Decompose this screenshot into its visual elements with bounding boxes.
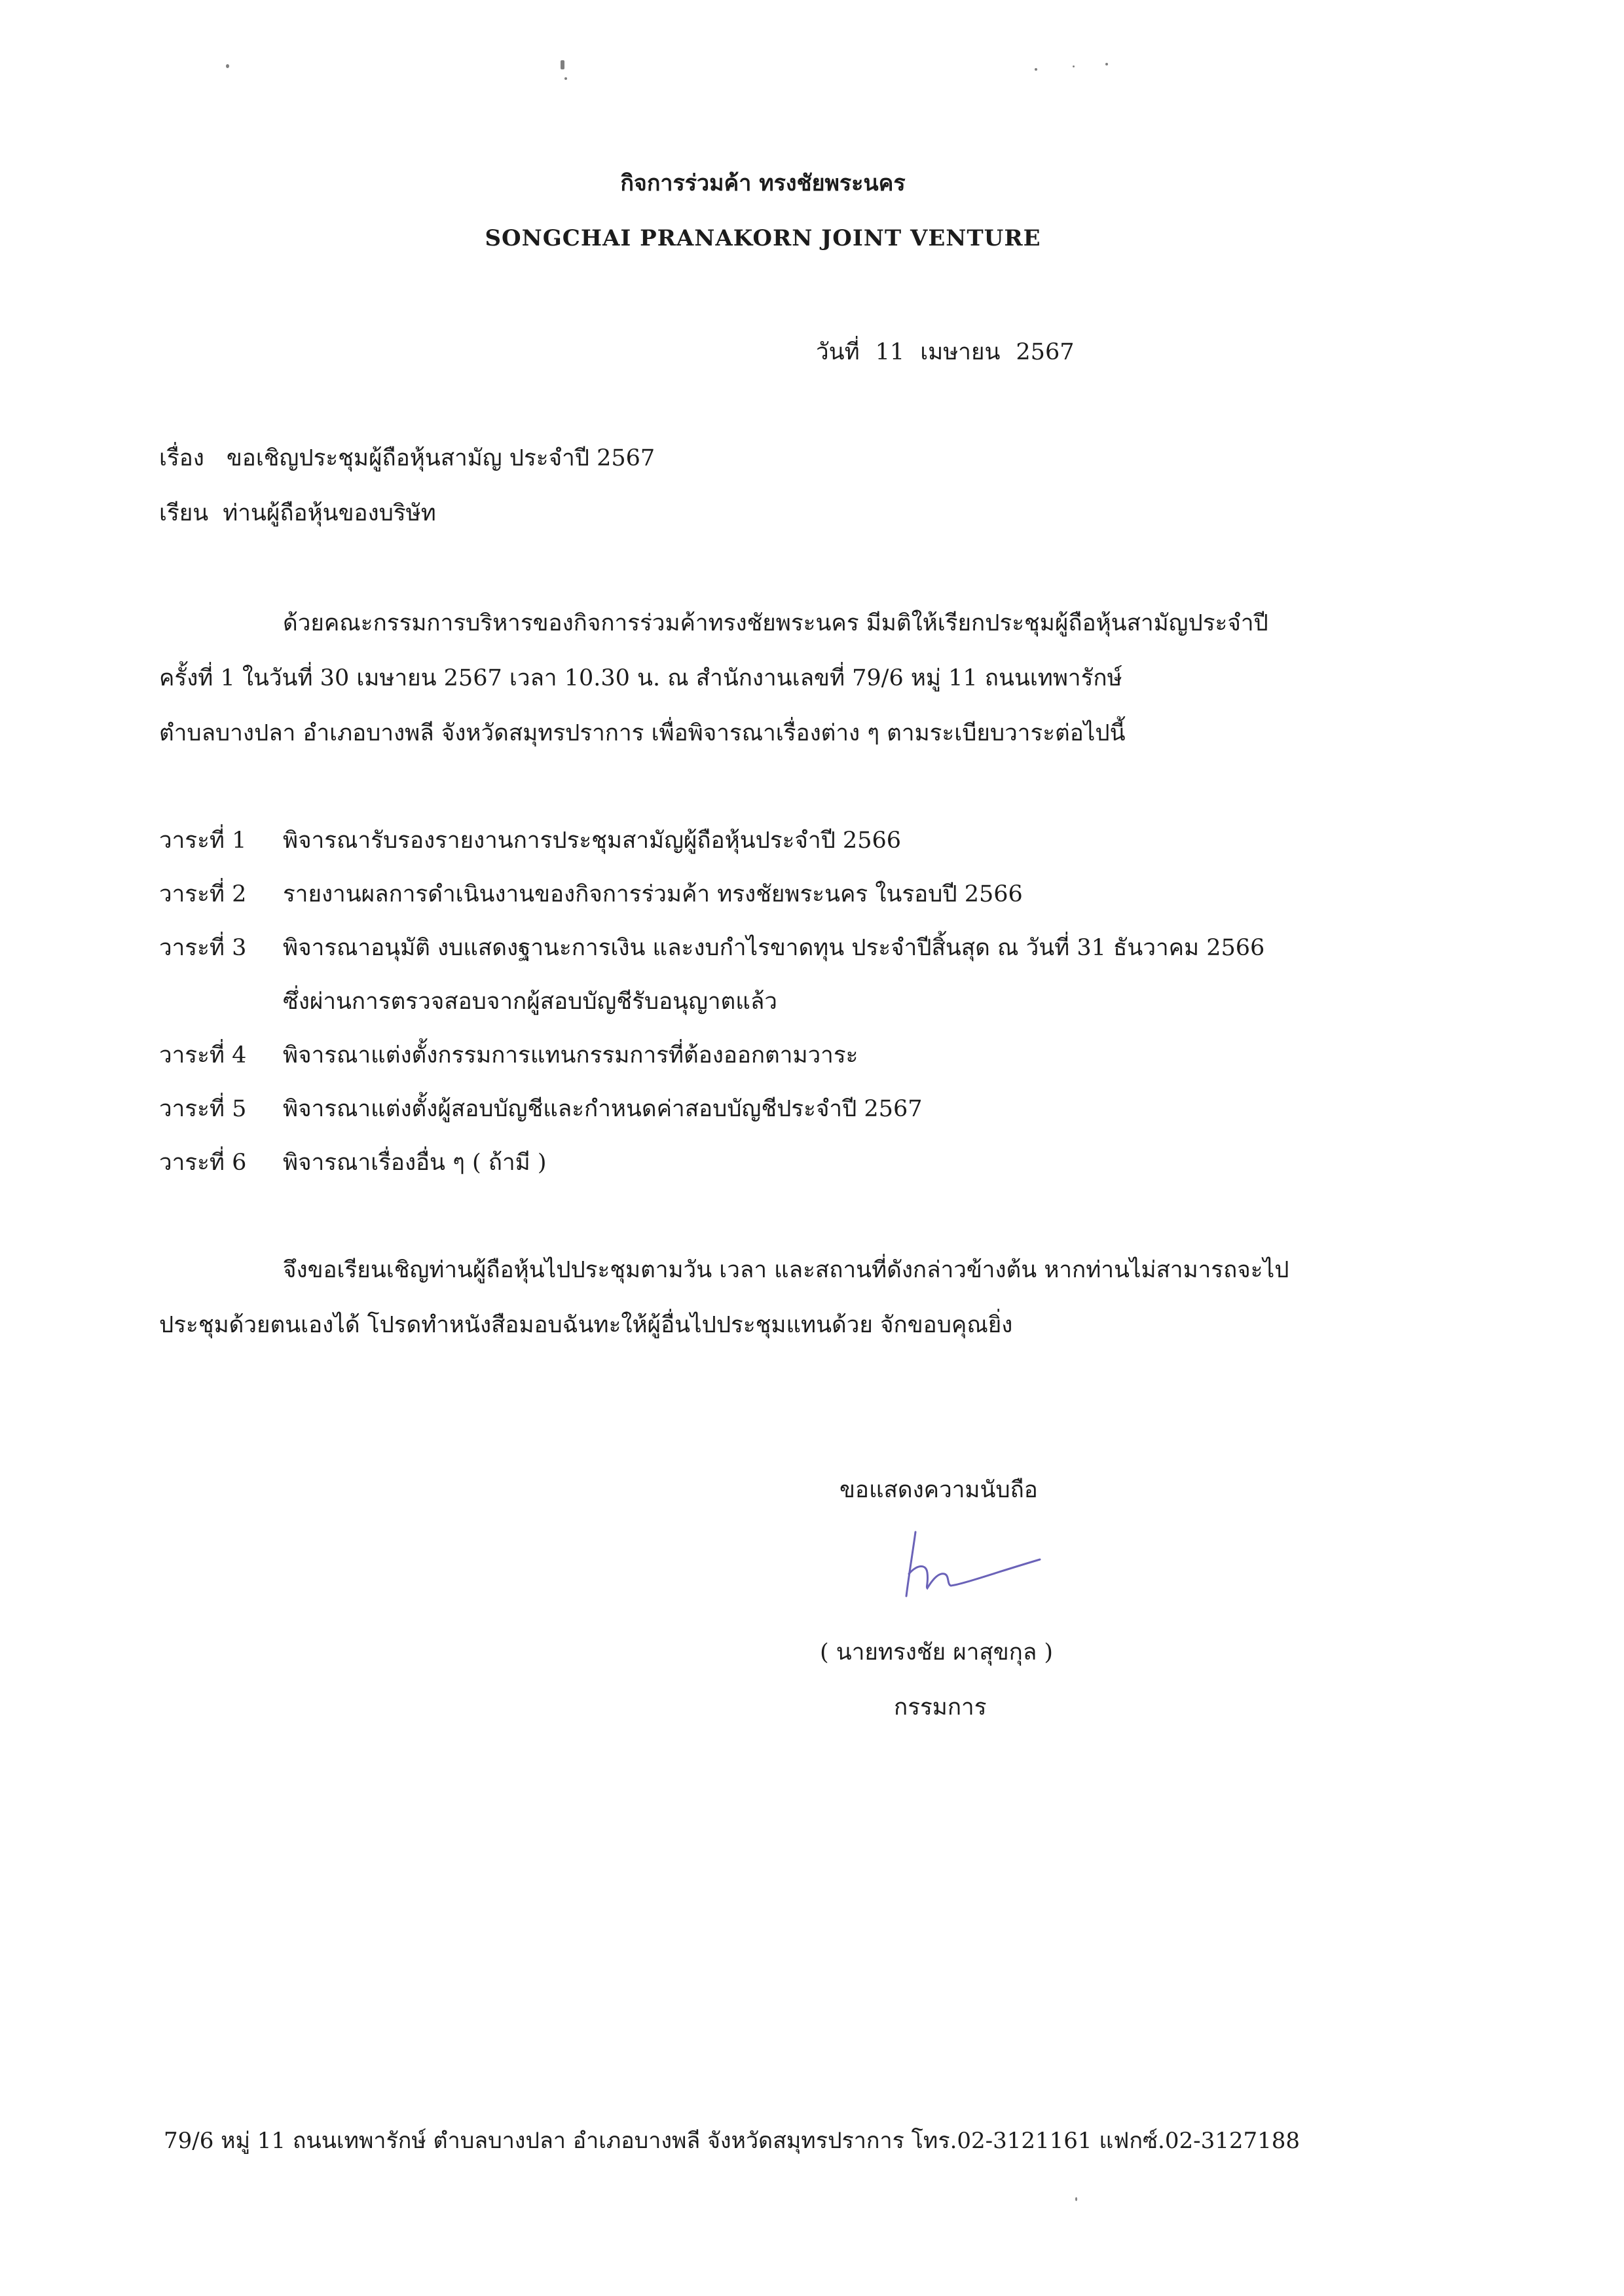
agenda-item: พิจารณาเรื่องอื่น ๆ ( ถ้ามี ) (283, 1150, 547, 1176)
body-line: ตำบลบางปลา อำเภอบางพลี จังหวัดสมุทรปราการ เพื่อพิจารณาเรื่องต่าง ๆ ตามระเบียบวาระต่อไปนี้ (159, 720, 1126, 746)
agenda-item: พิจารณาแต่งตั้งผู้สอบบัญชีและกำหนดค่าสอบบัญชีประจำปี 2567 (283, 1096, 923, 1122)
subject-label: เรื่อง (159, 445, 204, 471)
date-month: เมษายน (920, 339, 1001, 365)
scan-speck (1073, 65, 1075, 67)
scan-speck (564, 77, 567, 80)
signer-title: กรรมการ (894, 1694, 987, 1721)
scan-speck (561, 60, 564, 69)
agenda-item: พิจารณาแต่งตั้งกรรมการแทนกรรมการที่ต้องออกตามวาระ (283, 1042, 858, 1068)
agenda-number: วาระที่ 6 (159, 1150, 247, 1176)
date-label: วันที่ (816, 339, 860, 365)
body-line: ด้วยคณะกรรมการบริหารของกิจการร่วมค้าทรงชัยพระนคร มีมติให้เรียกประชุมผู้ถือหุ้นสามัญประจำปี (283, 610, 1268, 636)
scan-speck (226, 64, 229, 68)
date-day: 11 (875, 339, 905, 365)
subject-line (159, 440, 655, 476)
agenda-number: วาระที่ 3 (159, 935, 247, 961)
agenda-number: วาระที่ 5 (159, 1096, 247, 1122)
footer-address: 79/6 หมู่ 11 ถนนเทพารักษ์ ตำบลบางปลา อำเภอบางพลี จังหวัดสมุทรปราการ โทร.02-3121161 แฟกซ์.02-3127188 (164, 2128, 1300, 2154)
scan-speck (1075, 2197, 1077, 2201)
signer-name: ( นายทรงชัย ผาสุขกุล ) (820, 1639, 1054, 1666)
agenda-number: วาระที่ 1 (159, 828, 247, 854)
recipient-label: เรียน (159, 500, 209, 526)
closing-salutation: ขอแสดงความนับถือ (840, 1477, 1038, 1503)
recipient-text: ท่านผู้ถือหุ้นของบริษัท (223, 500, 436, 526)
recipient-line (159, 495, 436, 531)
agenda-item: รายงานผลการดำเนินงานของกิจการร่วมค้า ทรงชัยพระนคร ในรอบปี 2566 (283, 881, 1023, 907)
org-name-english: SONGCHAI PRANAKORN JOINT VENTURE (485, 225, 1041, 251)
org-name-thai: กิจการร่วมค้า ทรงชัยพระนคร (620, 170, 906, 196)
invitation-line: ประชุมด้วยตนเองได้ โปรดทำหนังสือมอบฉันทะให้ผู้อื่นไปประชุมแทนด้วย จักขอบคุณยิ่ง (159, 1312, 1013, 1338)
date-year: 2567 (1016, 339, 1075, 365)
letter-date (816, 334, 1090, 370)
agenda-item-continuation: ซึ่งผ่านการตรวจสอบจากผู้สอบบัญชีรับอนุญาตแล้ว (283, 989, 777, 1015)
invitation-line: จึงขอเรียนเชิญท่านผู้ถือหุ้นไปประชุมตามวัน เวลา และสถานที่ดังกล่าวข้างต้น หากท่านไม่สามารถจะไป (283, 1257, 1289, 1283)
subject-text: ขอเชิญประชุมผู้ถือหุ้นสามัญ ประจำปี 2567 (226, 445, 655, 471)
scan-speck (1105, 63, 1108, 65)
agenda-item: พิจารณาอนุมัติ งบแสดงฐานะการเงิน และงบกำไรขาดทุน ประจำปีสิ้นสุด ณ วันที่ 31 ธันวาคม 2566 (283, 935, 1265, 961)
body-line: ครั้งที่ 1 ในวันที่ 30 เมษายน 2567 เวลา 10.30 น. ณ สำนักงานเลขที่ 79/6 หมู่ 11 ถนนเทพารักษ์ (159, 665, 1122, 691)
agenda-number: วาระที่ 4 (159, 1042, 247, 1068)
handwritten-signature (897, 1519, 1048, 1604)
agenda-item: พิจารณารับรองรายงานการประชุมสามัญผู้ถือหุ้นประจำปี 2566 (283, 828, 902, 854)
scan-speck (1035, 68, 1037, 71)
agenda-number: วาระที่ 2 (159, 881, 247, 907)
